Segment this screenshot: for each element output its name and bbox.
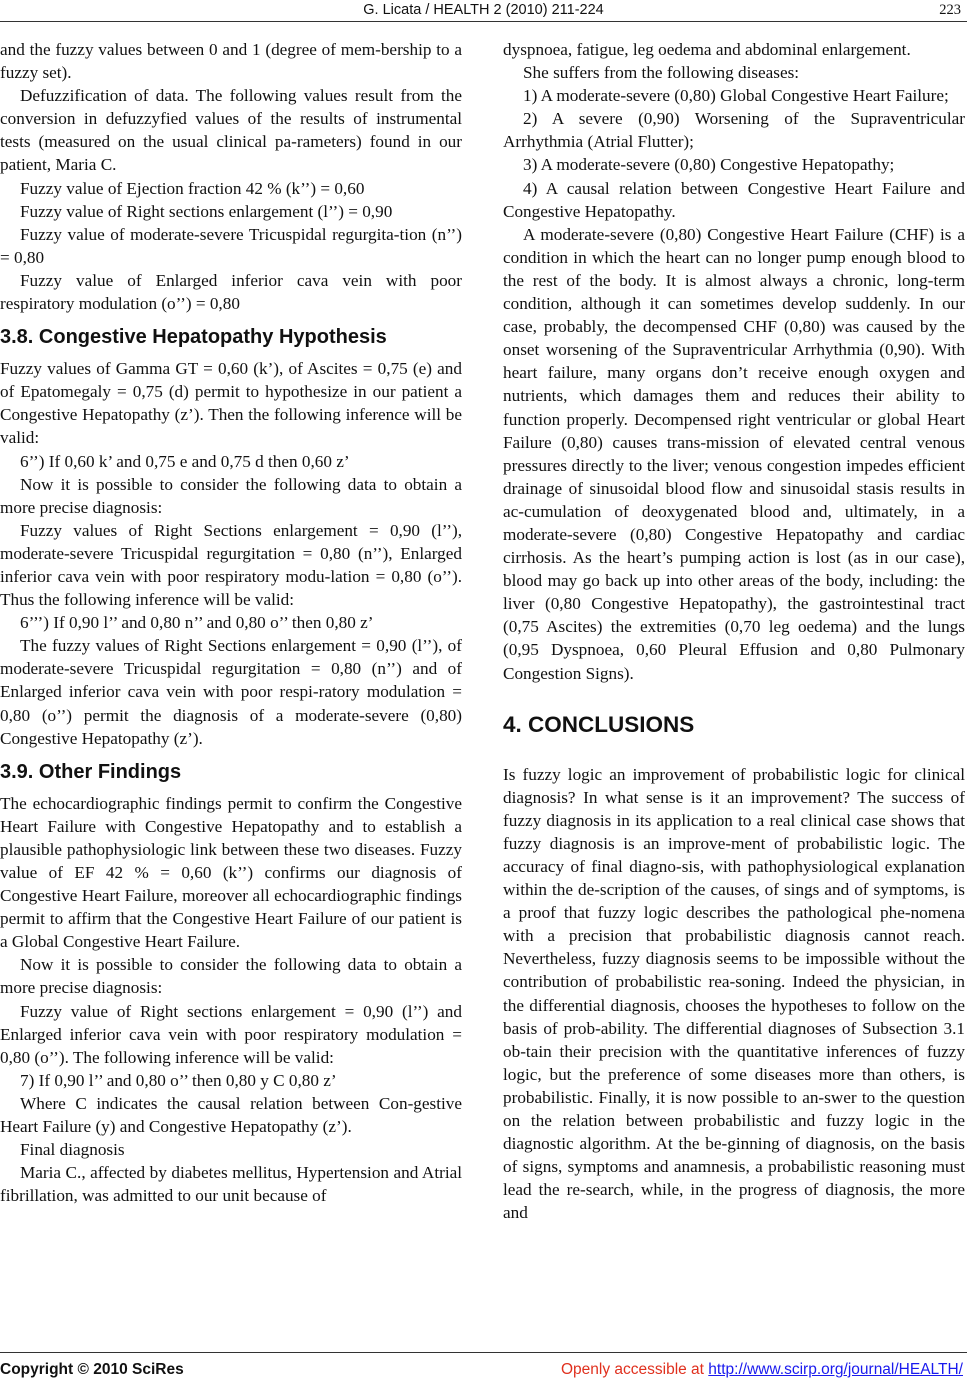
- list-item: 1) A moderate-severe (0,80) Global Congestive Heart Failure;: [523, 86, 949, 106]
- open-access-note: [561, 1361, 963, 1379]
- page-number: 223: [939, 2, 961, 18]
- paragraph: Defuzzification of data. The following values result from the conversion in defuzzyfied values of the results of instrumental tests (measured on the usual clinical pa-rameters) found in our patient, Maria C.: [0, 86, 462, 175]
- paragraph: Maria C., affected by diabetes mellitus, Hypertension and Atrial fibrillation, was admitted to our unit because of: [0, 1163, 462, 1206]
- inference-rule: 6’’) If 0,60 k’ and 0,75 e and 0,75 d then 0,60 z’: [20, 451, 350, 471]
- paragraph: Fuzzy value of Ejection fraction 42 % (k’’) = 0,60: [20, 178, 365, 198]
- copyright-notice: Copyright © 2010 SciRes: [0, 1361, 184, 1378]
- page-header: [0, 0, 967, 22]
- footer-rule: [0, 1352, 967, 1353]
- list-item: 4) A causal relation between Congestive Heart Failure and Congestive Hepatopathy.: [503, 178, 965, 221]
- paragraph: Final diagnosis: [20, 1140, 125, 1160]
- paragraph: and the fuzzy values between 0 and 1 (degree of mem-bership to a fuzzy set).: [0, 40, 462, 83]
- paragraph: Is fuzzy logic an improvement of probabilistic logic for clinical diagnosis? In what sense is it an improvement? The success of fuzzy diagnosis in its application to a real clinical case shows that fuzzy diagnosis is an improve-ment of probabilistic logic. The accuracy of final diagno-sis, with pathophysiological explanation within the de-scription of the causes, of sings and of symptoms, is a proof that fuzzy logic describes the pathological phe-nomena with a precision that probabilistic diagnosis cannot reach. Nevertheless, fuzzy diagnosis seems to be impossible without the contribution of probabilistic rea-soning. Indeed the physician, in the differential diagnosis, chooses the hypotheses to follow on the basis of prob-ability. The differential diagnoses of Subsection 3.1 ob-tain their precision with the quantitative inferences of fuzzy logic, but the preference of some diseases more than others, is probabilistic. Finally, it is now possible to an-swer to the question on the relation between probabilistic and fuzzy logic in the diagnostic algorithm. At the be-ginning of diagnosis, on the basis of signs, symptoms and anamnesis, a probabilistic reasoning must lead the re-search, while, in the progress of diagnosis, the more and: [503, 764, 965, 1223]
- paragraph: Now it is possible to consider the following data to obtain a more precise diagnosis:: [0, 955, 462, 998]
- header-rule: [0, 21, 967, 22]
- journal-url-link[interactable]: http://www.scirp.org/journal/HEALTH/: [708, 1361, 963, 1378]
- inference-rule: 6’’’) If 0,90 l’’ and 0,80 n’’ and 0,80 o’’ then 0,80 z’: [20, 613, 374, 633]
- paragraph: Fuzzy value of Right sections enlargement (l’’) = 0,90: [20, 201, 393, 221]
- list-item: 3) A moderate-severe (0,80) Congestive Hepatopathy;: [523, 155, 895, 175]
- open-access-label: Openly accessible at: [560, 1361, 709, 1378]
- paragraph: Where C indicates the causal relation between Con-gestive Heart Failure (y) and Congestive Hepatopathy (z’).: [0, 1093, 462, 1137]
- section-heading-3-9: 3.9. Other Findings: [0, 760, 182, 783]
- paragraph: dyspnoea, fatigue, leg oedema and abdominal enlargement.: [503, 40, 911, 59]
- paragraph: A moderate-severe (0,80) Congestive Heart Failure (CHF) is a condition in which the heart can no longer pump enough blood to the rest of the body. It is almost always a chronic, long-term condition, although it can sometimes develop suddenly. In our case, probably, the decompensed CHF (0,80) was caused by the onset worsening of the Supraventricular Arrhythmia (0,90). With heart failure, many organs don’t receive enough oxygen and nutrients, which damages them and reduces their ability to function properly. Decompensed right ventricular or global Heart Failure (0,80) causes trans-mission of elevated central venous pressures directly to the liver; venous congestion impedes efficient drainage of sinusoidal blood flow and sinusoidal stasis results in ac-cumulation of deoxygenated blood and, ultimately, in a moderate-severe (0,80) Congestive Hepatopathy and cardiac cirrhosis. As the heart’s pumping action is lost (as in our case), blood may go back up into other areas of the body, including: the liver (0,80 Congestive Hepatopathy), the gastrointestinal tract (0,75 Ascites) the extremities (0,70 leg oedema) and the lungs (0,95 Dyspnoea, 0,60 Pleural Effusion and 0,80 Pulmonary Congestion Signs).: [503, 224, 965, 683]
- paragraph: Fuzzy values of Gamma GT = 0,60 (k’), of Ascites = 0,75 (e) and of Epatomegaly = 0,75 (d) permit to hypothesize in our patient a Congestive Hepatopathy (z’). Then the following inference will be valid:: [0, 359, 462, 448]
- paragraph: Now it is possible to consider the following data to obtain a more precise diagnosis:: [0, 474, 462, 517]
- right-column: [503, 38, 965, 1225]
- left-column: [0, 38, 462, 1207]
- paragraph: Fuzzy value of moderate-severe Tricuspidal regurgita-tion (n’’) = 0,80: [0, 224, 462, 267]
- paragraph: The echocardiographic findings permit to confirm the Congestive Heart Failure with Congestive Hepatopathy and to establish a plausible pathophysiologic link between these two diseases. Fuzzy value of EF 42 % = 0,60 (k’’) confirms our diagnosis of Congestive Heart Failure, moreover all echocardiographic findings permit to affirm that the Congestive Heart Failure of our patient is a Global Congestive Heart Failure.: [0, 793, 462, 952]
- list-item: 2) A severe (0,90) Worsening of the Supraventricular Arrhythmia (Atrial Flutter);: [503, 109, 965, 152]
- section-heading-3-8: 3.8. Congestive Hepatopathy Hypothesis: [0, 326, 387, 349]
- paragraph: The fuzzy values of Right Sections enlargement = 0,90 (l’’), of moderate-severe Tricuspidal regurgitation = 0,80 (n’’) and of Enlarged inferior cava vein with poor respi-ratory modulation = 0,80 (o’’) permit the diagnosis of a moderate-severe (0,80) Congestive Hepatopathy (z’).: [0, 636, 462, 748]
- inference-rule: 7) If 0,90 l’’ and 0,80 o’’ then 0,80 y C 0,80 z’: [20, 1070, 337, 1090]
- paragraph: Fuzzy value of Enlarged inferior cava vein with poor respiratory modulation (o’’) = 0,80: [0, 270, 462, 314]
- paragraph: Fuzzy values of Right Sections enlargement = 0,90 (l’’), moderate-severe Tricuspidal regurgitation = 0,80 (n’’), Enlarged inferior cava vein with poor respiratory modu-lation = 0,80 (o’’). Thus the following inference will be valid:: [0, 520, 462, 610]
- section-heading-conclusions: 4. CONCLUSIONS: [503, 711, 695, 737]
- paragraph: She suffers from the following diseases:: [523, 63, 800, 83]
- running-title: G. Licata / HEALTH 2 (2010) 211-224: [363, 2, 604, 18]
- page-footer: [0, 1361, 967, 1381]
- paragraph: Fuzzy value of Right sections enlargement = 0,90 (l’’) and Enlarged inferior cava vein with poor respiratory modulation = 0,80 (o’’). The following inference will be valid:: [0, 1001, 462, 1067]
